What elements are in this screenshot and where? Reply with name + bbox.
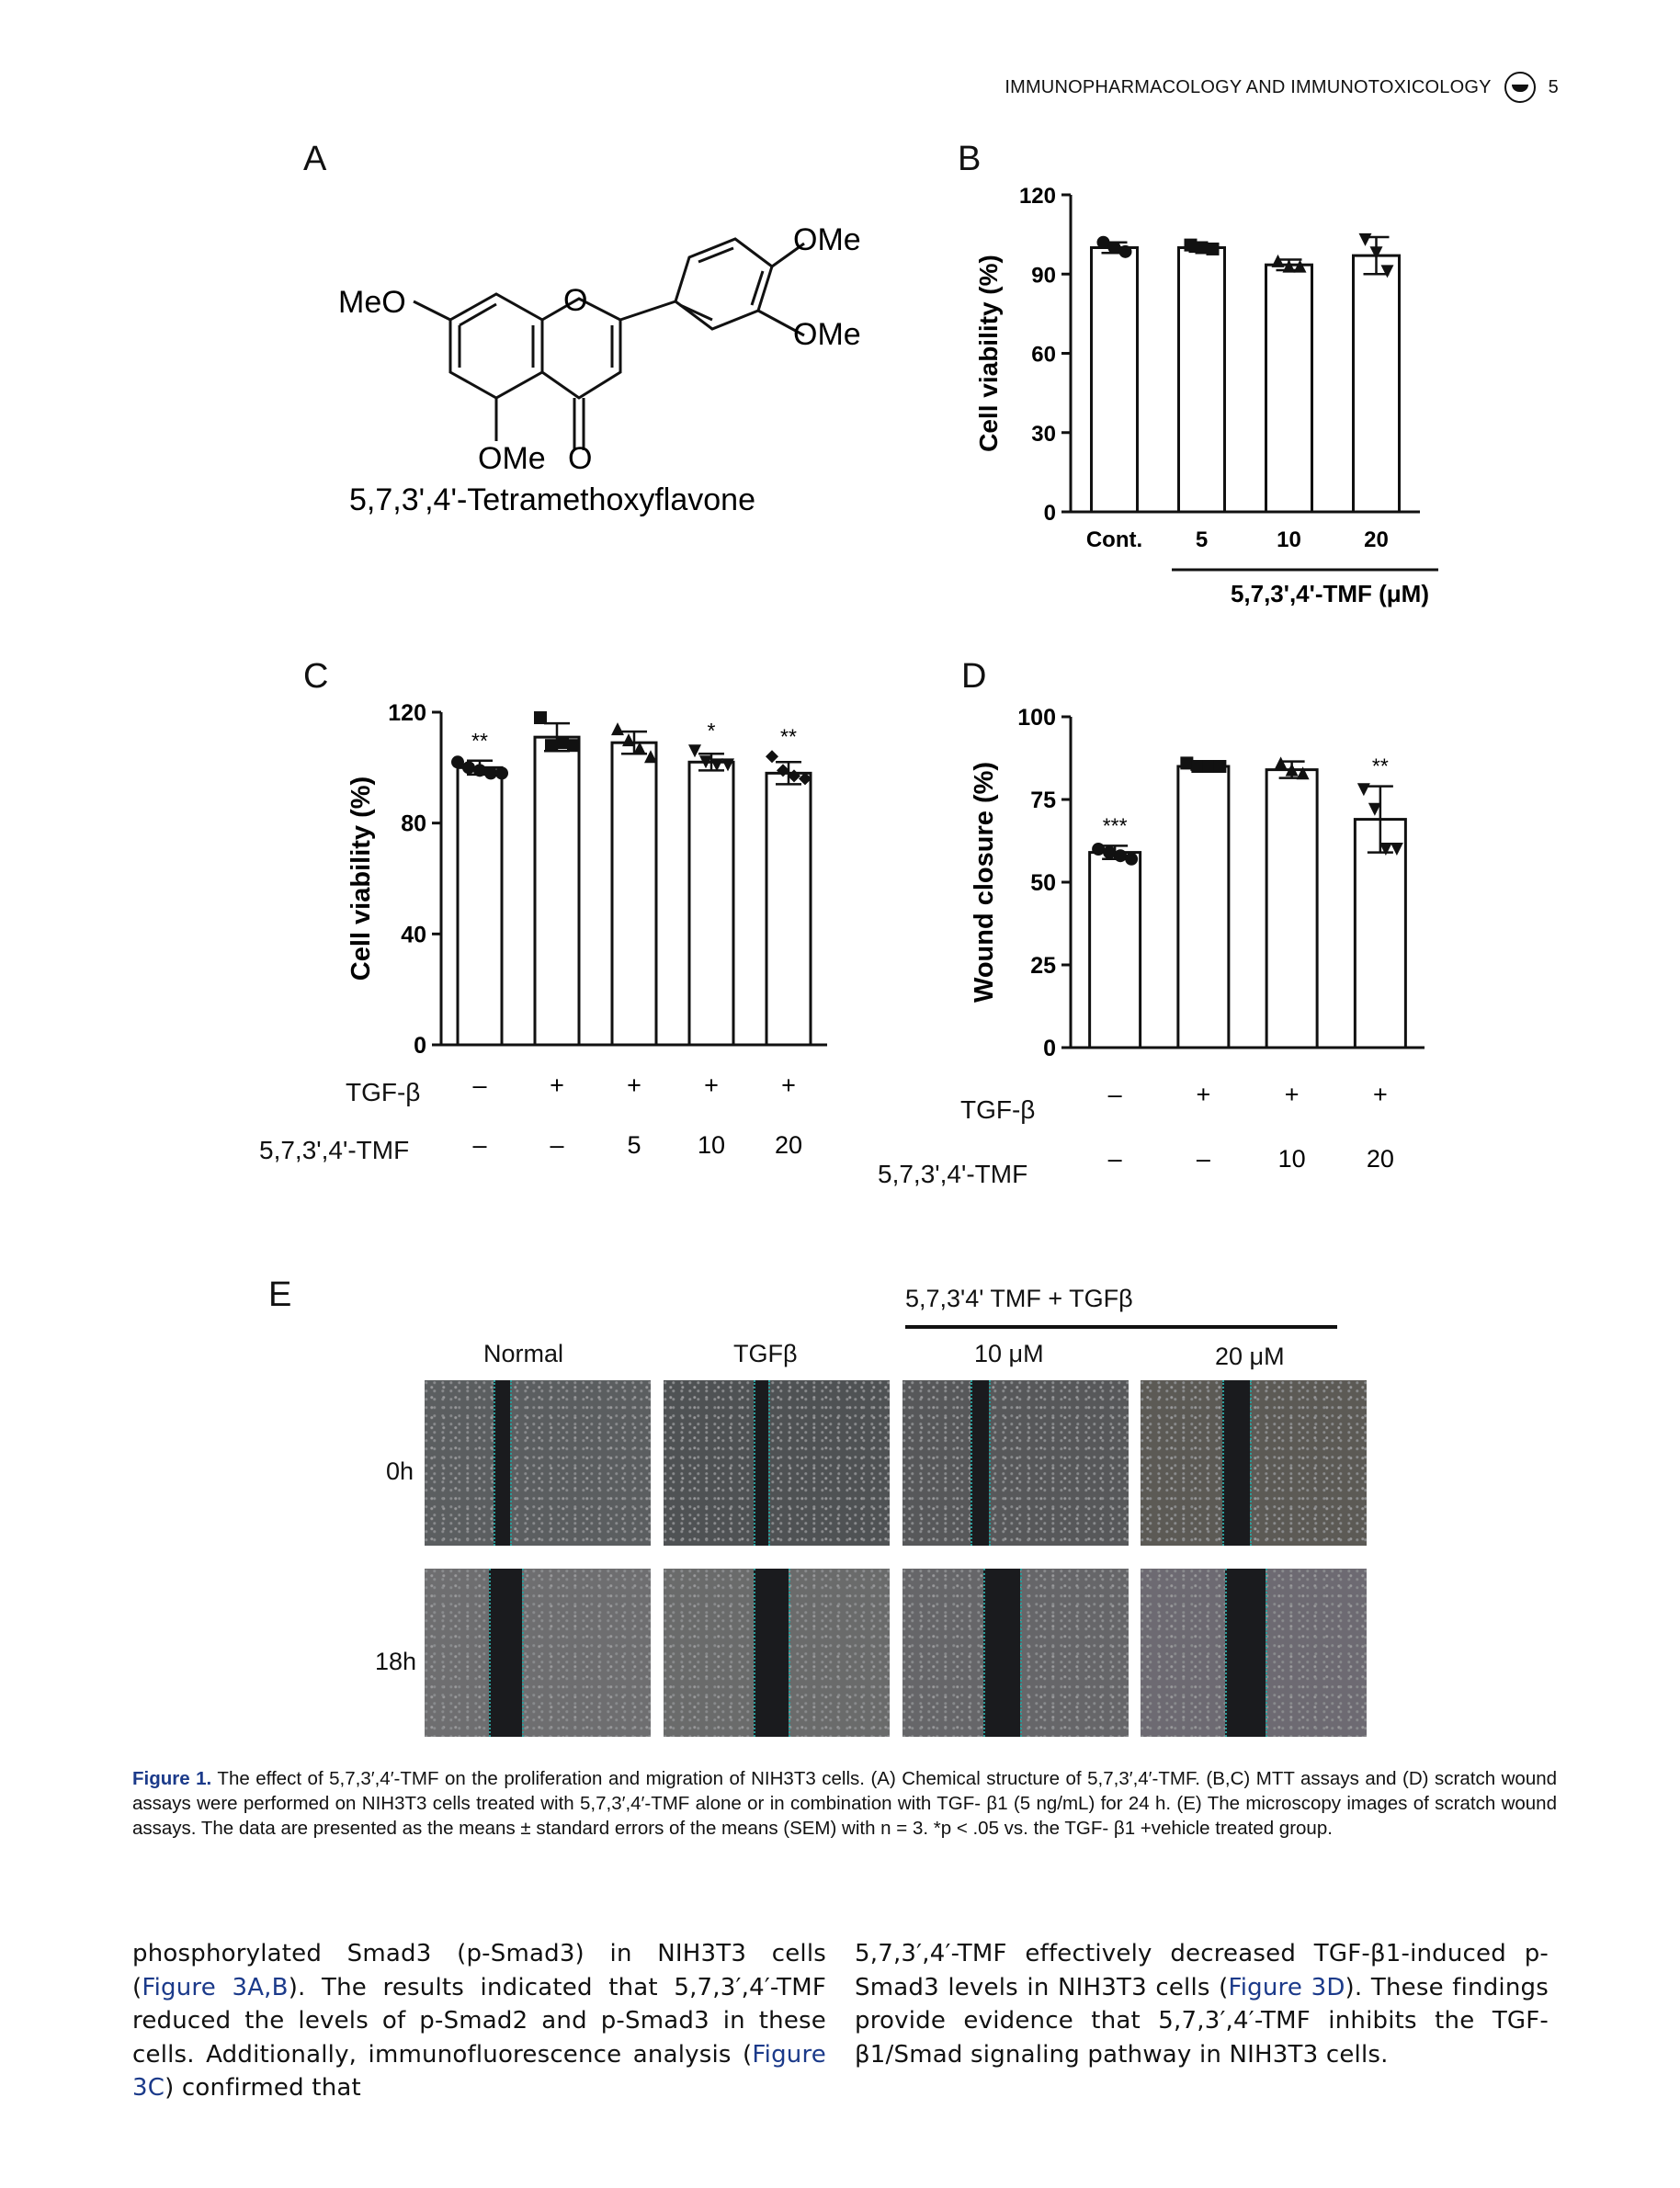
page-number: 5 bbox=[1548, 76, 1559, 97]
y-tick-label: 120 bbox=[388, 700, 426, 726]
y-tick-label: 100 bbox=[1017, 705, 1056, 731]
wound-gap bbox=[983, 1569, 1020, 1737]
y-tick-label: 30 bbox=[1031, 421, 1056, 447]
y-axis-label: Cell viability (%) bbox=[346, 776, 376, 981]
significance-label: *** bbox=[1102, 813, 1128, 838]
bar bbox=[766, 773, 811, 1045]
significance-label: ** bbox=[471, 728, 488, 753]
panel-b-chart bbox=[970, 175, 1447, 616]
y-tick-label: 0 bbox=[414, 1033, 426, 1059]
x-tick-label: 5 bbox=[1195, 527, 1209, 552]
data-point bbox=[1213, 760, 1226, 773]
tgf-sign: – bbox=[472, 1071, 487, 1099]
panel-c-letter: C bbox=[303, 657, 329, 696]
significance-label: ** bbox=[1371, 754, 1389, 778]
tmf-dose: 20 bbox=[774, 1131, 803, 1159]
data-point bbox=[1275, 756, 1288, 769]
body-text: ) confirmed that bbox=[165, 2074, 361, 2102]
ome-top-label: OMe bbox=[793, 222, 861, 257]
y-tick-label: 120 bbox=[1018, 184, 1056, 209]
y-tick-label: 0 bbox=[1043, 501, 1056, 526]
body-text: 5,7,3′,4′-TMF effectively decreased TGF-β1-induced p-Smad3 levels in NIH3T3 cells ( bbox=[855, 1940, 1549, 2001]
panel-b-letter: B bbox=[958, 140, 982, 178]
panel-d-chart bbox=[956, 694, 1452, 1208]
col-label-10um: 10 μM bbox=[974, 1340, 1044, 1367]
caption-text: The effect of 5,7,3′,4′-TMF on the proliferation and migration of NIH3T3 cells. (A) Chemical structure of 5,7,3′,4′-TMF. (B,C) MTT assays and (D) scratch wound assays were performed on NIH3T3 cells treated with 5,7,3′,4′-TMF alone or in combination with TGF- β1 (5 ng/mL) for 24 h. (E) The microscopy images of scratch wound assays. The data are presented as the means ± standard errors of the means (SEM) with n = 3. *p < .05 vs. the TGF- β1 +vehicle treated group. bbox=[132, 1768, 1558, 1839]
y-tick-label: 60 bbox=[1031, 342, 1056, 368]
col-label-tgfb: TGFβ bbox=[733, 1340, 798, 1367]
bar bbox=[1266, 770, 1317, 1048]
body-text: phosphorylated Smad3 (p-Smad3) in NIH3T3 cells ( bbox=[132, 1940, 826, 2001]
tmf-dose: 10 bbox=[1277, 1145, 1306, 1173]
y-axis-label: Wound closure (%) bbox=[970, 761, 999, 1003]
meo-label: MeO bbox=[338, 285, 406, 320]
panel-c-tgf-label: TGF-β bbox=[346, 1078, 421, 1106]
journal-title: IMMUNOPHARMACOLOGY AND IMMUNOTOXICOLOGY bbox=[1005, 76, 1492, 97]
data-point bbox=[1359, 233, 1372, 246]
x-tick-label: 20 bbox=[1364, 527, 1389, 552]
group-label: 5,7,3',4'-TMF (μM) bbox=[1230, 580, 1429, 607]
tgf-sign: + bbox=[550, 1071, 564, 1099]
body-text: ). These findings provide evidence that 5,7,3′,4′-TMF inhibits the TGF-β1/Smad signaling pathway in NIH3T3 cells. bbox=[855, 1973, 1549, 2069]
y-tick-label: 75 bbox=[1030, 788, 1056, 813]
tmf-dose: – bbox=[472, 1131, 487, 1159]
body-text: ). The results indicated that 5,7,3′,4′-TMF reduced the levels of p-Smad2 and p-Smad3 in these cells. Additionally, immunofluorescence analysis ( bbox=[132, 1973, 826, 2069]
tgf-sign: + bbox=[627, 1071, 641, 1099]
panel-d-letter: D bbox=[961, 657, 987, 696]
wound-edge-right bbox=[989, 1380, 993, 1546]
wound-edge-left bbox=[489, 1569, 494, 1737]
wound-edge-left bbox=[754, 1380, 758, 1546]
figure-label: Figure 1. bbox=[132, 1768, 212, 1789]
tmf-dose: 5 bbox=[627, 1131, 641, 1159]
body-right-column bbox=[855, 1937, 1549, 2071]
data-point bbox=[1196, 242, 1209, 255]
significance-label: ** bbox=[780, 724, 797, 749]
flavone-skeleton bbox=[414, 239, 804, 450]
x-tick-label: Cont. bbox=[1085, 527, 1143, 552]
bar bbox=[689, 762, 733, 1045]
wound-edge-right bbox=[789, 1569, 793, 1737]
micrograph-18h-3 bbox=[902, 1569, 1129, 1737]
data-point bbox=[484, 766, 497, 779]
tgf-sign: + bbox=[704, 1071, 719, 1099]
figure-reference-link[interactable]: Figure 3D bbox=[1228, 1973, 1345, 2001]
data-point bbox=[1108, 242, 1121, 255]
data-point bbox=[1357, 783, 1370, 796]
data-point bbox=[556, 736, 569, 749]
y-tick-label: 0 bbox=[1043, 1036, 1056, 1061]
data-point bbox=[1097, 236, 1110, 249]
data-point bbox=[1202, 760, 1215, 773]
data-point bbox=[1125, 853, 1138, 866]
tgf-sign: + bbox=[1196, 1081, 1211, 1108]
panel-c-tmf-label: 5,7,3',4'-TMF bbox=[259, 1136, 410, 1164]
y-tick-label: 50 bbox=[1030, 870, 1056, 896]
panel-e-group-bar bbox=[905, 1325, 1337, 1329]
bar bbox=[1092, 248, 1138, 513]
micrograph-18h-1 bbox=[425, 1569, 651, 1737]
micrograph-0h-3 bbox=[902, 1380, 1129, 1546]
wound-gap bbox=[1225, 1569, 1266, 1737]
bar bbox=[458, 767, 502, 1045]
bar bbox=[1179, 248, 1225, 513]
tmf-dose: 20 bbox=[1366, 1145, 1394, 1173]
running-head bbox=[1005, 72, 1559, 103]
col-label-20um: 20 μM bbox=[1215, 1343, 1285, 1370]
wound-edge-left bbox=[754, 1569, 758, 1737]
wound-edge-left bbox=[971, 1380, 975, 1546]
wound-edge-right bbox=[1266, 1569, 1270, 1737]
data-point bbox=[1185, 239, 1198, 252]
data-point bbox=[1119, 245, 1132, 258]
data-point bbox=[1272, 255, 1285, 267]
y-tick-label: 25 bbox=[1030, 953, 1056, 979]
bar bbox=[1355, 820, 1405, 1048]
data-point bbox=[1191, 760, 1204, 773]
data-point bbox=[1207, 243, 1220, 255]
data-point bbox=[611, 722, 624, 735]
tgf-sign: + bbox=[1284, 1081, 1300, 1108]
wound-edge-left bbox=[494, 1380, 498, 1546]
wound-edge-left bbox=[983, 1569, 988, 1737]
panel-d-tmf-label: 5,7,3',4'-TMF bbox=[878, 1160, 1028, 1188]
wound-edge-right bbox=[1020, 1569, 1025, 1737]
wound-edge-left bbox=[1225, 1569, 1230, 1737]
data-point bbox=[567, 739, 580, 752]
micrograph-0h-4 bbox=[1141, 1380, 1367, 1546]
data-point bbox=[495, 766, 508, 779]
micrograph-0h-2 bbox=[664, 1380, 890, 1546]
y-tick-label: 80 bbox=[401, 811, 426, 837]
data-point bbox=[545, 739, 558, 752]
bar bbox=[535, 737, 579, 1045]
y-axis-label: Cell viability (%) bbox=[974, 255, 1003, 452]
wound-edge-right bbox=[522, 1569, 527, 1737]
panel-d-tgf-label: TGF-β bbox=[960, 1095, 1036, 1124]
bar bbox=[1354, 255, 1400, 512]
tmf-dose: – bbox=[550, 1131, 564, 1159]
data-point bbox=[1092, 843, 1105, 856]
tgf-sign: + bbox=[1372, 1081, 1388, 1108]
panel-c-chart bbox=[331, 685, 855, 1218]
wound-gap bbox=[754, 1569, 789, 1737]
data-point bbox=[534, 711, 547, 724]
wound-gap bbox=[489, 1569, 522, 1737]
ring-o-label: O bbox=[563, 283, 588, 318]
data-point bbox=[462, 761, 475, 774]
row-label-18h: 18h bbox=[375, 1648, 417, 1675]
ome-mid-label: OMe bbox=[793, 317, 861, 352]
micrograph-18h-4 bbox=[1141, 1569, 1367, 1737]
significance-label: * bbox=[707, 719, 716, 743]
journal-logo-icon bbox=[1504, 72, 1536, 103]
data-point bbox=[1180, 756, 1193, 769]
figure-caption bbox=[132, 1766, 1557, 1841]
y-tick-label: 90 bbox=[1031, 263, 1056, 289]
col-label-normal: Normal bbox=[483, 1340, 564, 1367]
micrograph-18h-2 bbox=[664, 1569, 890, 1737]
bar bbox=[612, 743, 656, 1045]
bar bbox=[1090, 853, 1141, 1048]
data-point bbox=[688, 744, 701, 757]
ome-bottom-label: OMe bbox=[478, 441, 546, 476]
wound-edge-left bbox=[1222, 1380, 1227, 1546]
wound-edge-right bbox=[510, 1380, 515, 1546]
y-tick-label: 40 bbox=[401, 922, 426, 948]
data-point bbox=[473, 764, 486, 777]
panel-a-structure bbox=[312, 193, 882, 533]
panel-e-group-label: 5,7,3'4' TMF + TGFβ bbox=[905, 1285, 1133, 1312]
tgf-sign: + bbox=[781, 1071, 796, 1099]
data-point bbox=[451, 755, 464, 768]
wound-edge-right bbox=[768, 1380, 773, 1546]
row-label-0h: 0h bbox=[386, 1457, 414, 1485]
tmf-dose: – bbox=[1107, 1145, 1122, 1173]
data-point bbox=[1103, 846, 1116, 859]
bar bbox=[1266, 265, 1312, 512]
carbonyl-o-label: O bbox=[568, 441, 593, 476]
micrograph-0h-1 bbox=[425, 1380, 651, 1546]
data-point bbox=[1114, 849, 1127, 862]
compound-name: 5,7,3',4'-Tetramethoxyflavone bbox=[349, 482, 755, 517]
tmf-dose: – bbox=[1196, 1145, 1210, 1173]
bar bbox=[1178, 766, 1229, 1048]
panel-e-letter: E bbox=[268, 1275, 292, 1314]
figure-reference-link[interactable]: Figure 3C bbox=[132, 2040, 826, 2102]
figure-reference-link[interactable]: Figure 3A,B bbox=[142, 1973, 289, 2001]
x-tick-label: 10 bbox=[1277, 527, 1301, 552]
tmf-dose: 10 bbox=[697, 1131, 726, 1159]
tgf-sign: – bbox=[1107, 1081, 1122, 1108]
wound-edge-right bbox=[1250, 1380, 1254, 1546]
body-left-column bbox=[132, 1937, 826, 2105]
panel-a-letter: A bbox=[303, 140, 327, 178]
